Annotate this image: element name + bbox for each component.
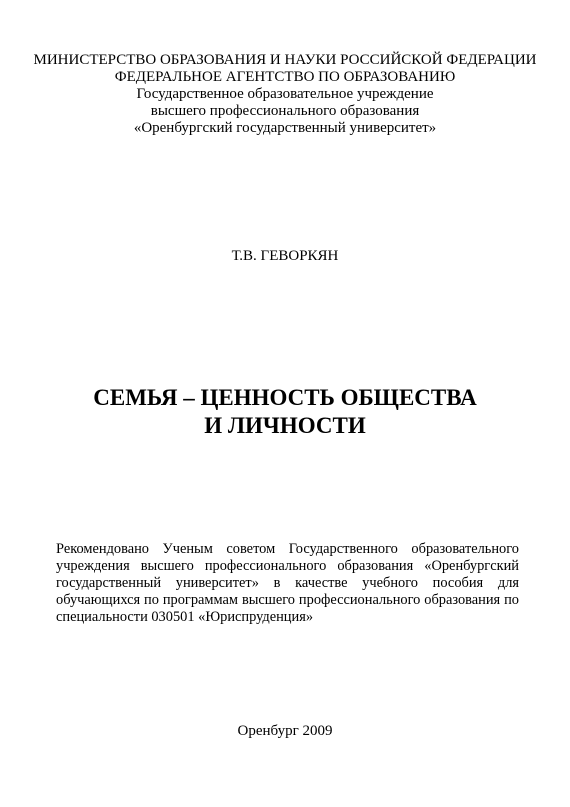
recommendation-line-4: обучающихся по программам высшего профессионального образования по — [56, 592, 519, 608]
institution-header — [0, 52, 570, 137]
author-name: Т.В. ГЕВОРКЯН — [231, 248, 339, 264]
institution-type-line: Государственное образовательное учреждение — [136, 86, 434, 102]
imprint-city-year: Оренбург 2009 — [237, 723, 333, 739]
book-title-line-2: И ЛИЧНОСТИ — [204, 413, 366, 438]
agency-line: ФЕДЕРАЛЬНОЕ АГЕНТСТВО ПО ОБРАЗОВАНИЮ — [114, 69, 456, 85]
book-title — [0, 384, 570, 440]
recommendation-line-5: специальности 030501 «Юриспруденция» — [56, 609, 314, 625]
ministry-line: МИНИСТЕРСТВО ОБРАЗОВАНИЯ И НАУКИ РОССИЙСКОЙ ФЕДЕРАЦИИ — [33, 52, 537, 68]
education-level-line: высшего профессионального образования — [150, 103, 420, 119]
recommendation-line-3: государственный университет» в качестве учебного пособия для — [56, 575, 519, 591]
book-title-line-1: СЕМЬЯ – ЦЕННОСТЬ ОБЩЕСТВА — [93, 385, 477, 410]
recommendation-paragraph — [56, 541, 519, 626]
university-name-line: «Оренбургский государственный университет» — [133, 120, 437, 136]
recommendation-line-1: Рекомендовано Ученым советом Государственного образовательного — [56, 541, 519, 557]
recommendation-line-2: учреждения высшего профессионального образования «Оренбургский — [56, 558, 519, 574]
